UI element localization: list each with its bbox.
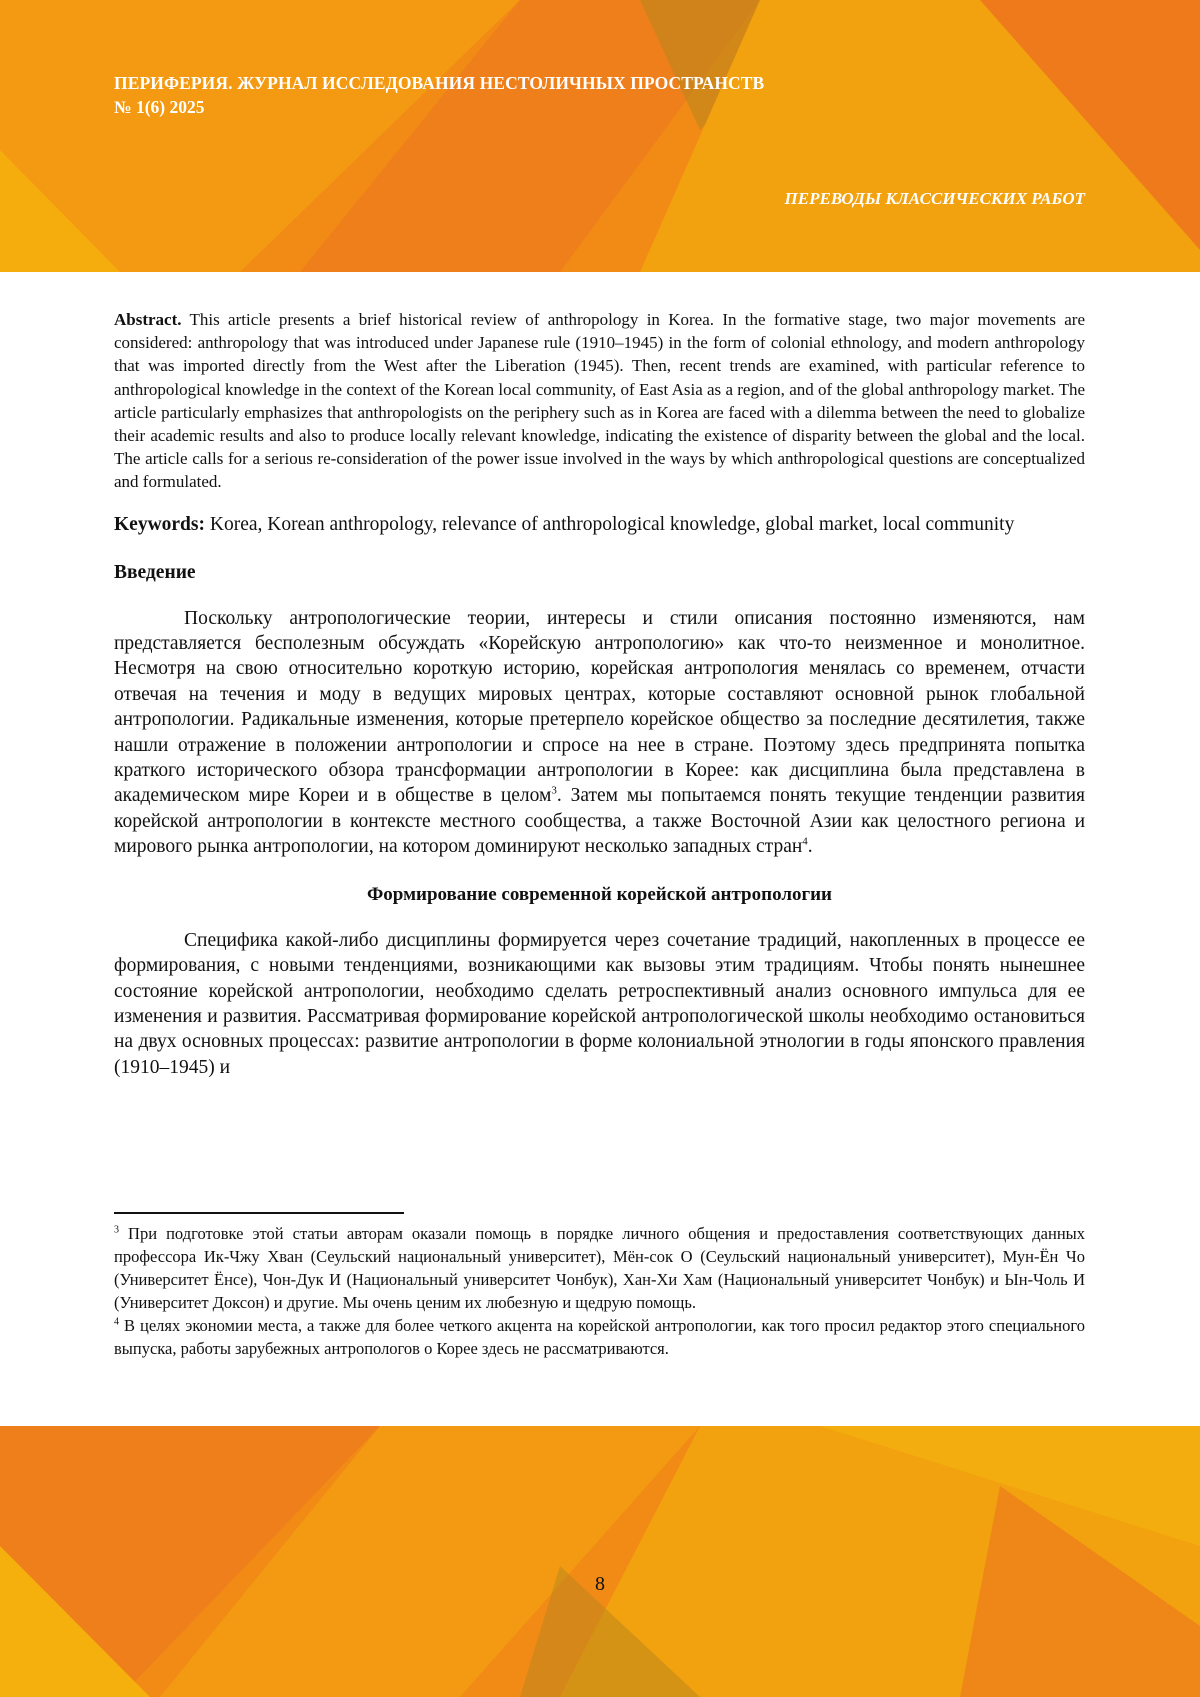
footnote-4-text: В целях экономии места, а также для более четкого акцента на корейской антропологии, как того просил редактор этого специального выпуска, работы зарубежных антропологов о Корее здесь не рассматриваются. <box>114 1316 1085 1358</box>
intro-paragraph <box>114 606 1085 860</box>
section-label: ПЕРЕВОДЫ КЛАССИЧЕСКИХ РАБОТ <box>785 189 1085 209</box>
keywords <box>114 512 1085 538</box>
footnote-3 <box>114 1222 1085 1314</box>
footnotes <box>114 1222 1085 1360</box>
section2-paragraph: Специфика какой-либо дисциплины формируется через сочетание традиций, накопленных в процессе ее формирования, с новыми тенденциями, возникающими как вызовы этим традициям. Чтобы понять нынешнее состояние корейской антропологии, необходимо сделать ретроспективный анализ основного импульса для ее изменения и развития. Рассматривая формирование корейской антропологической школы необходимо остановиться на двух основных процессах: развитие антропологии в форме колониальной этнологии в годы японского правления (1910–1945) и <box>114 928 1085 1080</box>
journal-title: ПЕРИФЕРИЯ. ЖУРНАЛ ИССЛЕДОВАНИЯ НЕСТОЛИЧНЫХ ПРОСТРАНСТВ <box>114 72 764 95</box>
footer-banner-graphic <box>0 1426 1200 1697</box>
article-body <box>114 308 1085 1080</box>
intro-text-part-1: Поскольку антропологические теории, интересы и стили описания постоянно изменяются, нам представляется бесполезным обсуждать «Корейскую антропологию» как что-то неизменное и монолитное. Несмотря на свою относительно короткую историю, корейская антропология менялась со временем, отчасти отвечая на течения и моду в ведущих мировых центрах, которые составляют основной рынок глобальной антропологии. Радикальные изменения, которые претерпело корейское общество за последние десятилетия, также нашли отражение в положении антропологии и спросе на нее в стране. Поэтому здесь предпринята попытка краткого исторического обзора трансформации антропологии в Корее: как дисциплина была представлена в академическом мире Кореи и в обществе в целом <box>114 608 1085 807</box>
intro-text-part-2: . Затем мы попытаемся понять текущие тенденции развития корейской антропологии в контексте местного сообщества, а также Восточной Азии как целостного региона и мирового рынка антропологии, на котором доминируют несколько западных стран <box>114 785 1085 857</box>
footnote-4 <box>114 1314 1085 1360</box>
footnote-3-number: 3 <box>114 1225 119 1236</box>
section2-heading: Формирование современной корейской антропологии <box>114 882 1085 908</box>
intro-text-part-3: . <box>808 836 813 857</box>
journal-issue: № 1(6) 2025 <box>114 96 205 119</box>
footnote-ref-4[interactable]: 4 <box>802 836 808 848</box>
header-banner-graphic <box>0 0 1200 272</box>
abstract <box>114 308 1085 494</box>
footnote-separator <box>114 1212 404 1214</box>
abstract-text: This article presents a brief historical review of anthropology in Korea. In the formative stage, two major movements are considered: anthropology that was introduced under Japanese rule (1910–1945) in the form of colonial ethnology, and modern anthropology that was imported directly from the West after the Liberation (1945). Then, recent trends are examined, with particular reference to anthropological knowledge in the context of the Korean local community, of East Asia as a region, and of the global anthropology market. The article particularly emphasizes that anthropologists on the periphery such as in Korea are faced with a dilemma between the need to globalize their academic results and also to produce locally relevant knowledge, indicating the existence of disparity between the global and the local. The article calls for a serious re-consideration of the power issue involved in the ways by which anthropological questions are conceptualized and formulated. <box>114 310 1085 491</box>
abstract-label: Abstract. <box>114 310 182 329</box>
keywords-label: Keywords: <box>114 514 205 535</box>
intro-heading: Введение <box>114 560 1085 586</box>
footer-banner <box>0 1426 1200 1697</box>
page-number: 8 <box>0 1573 1200 1596</box>
keywords-text: Korea, Korean anthropology, relevance of anthropological knowledge, global market, local community <box>205 514 1014 535</box>
footnote-ref-3[interactable]: 3 <box>551 785 557 797</box>
header-banner <box>0 0 1200 272</box>
footnote-4-number: 4 <box>114 1317 119 1328</box>
footnote-3-text: При подготовке этой статьи авторам оказали помощь в порядке личного общения и предоставления соответствующих данных профессора Ик-Чжу Хван (Сеульский национальный университет), Мён-сок О (Сеульский национальный университет), Мун-Ён Чо (Университет Ёнсе), Чон-Дук И (Национальный университет Чонбук), Хан-Хи Хам (Национальный университет Чонбук) и Ын-Чоль И (Университет Доксон) и другие. Мы очень ценим их любезную и щедрую помощь. <box>114 1224 1085 1312</box>
